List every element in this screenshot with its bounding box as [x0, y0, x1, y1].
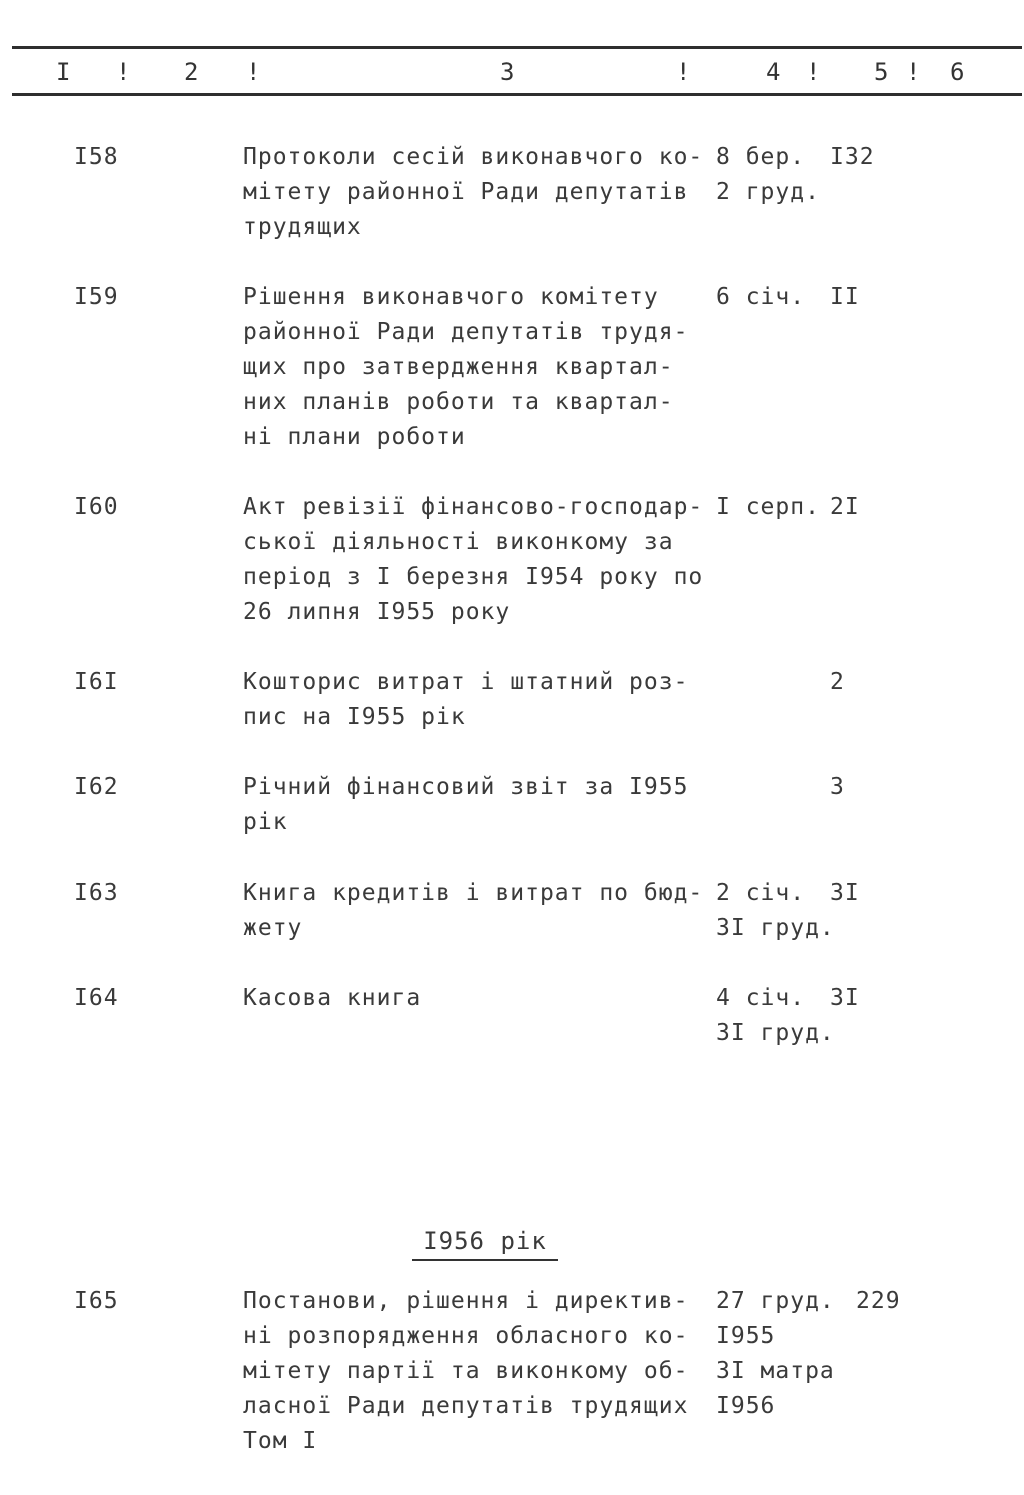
row-title — [243, 490, 703, 630]
row-title — [243, 1284, 703, 1459]
column-separator: ! — [246, 58, 262, 86]
row-dates — [716, 981, 846, 1051]
title-line: пис на I955 рік — [243, 704, 466, 730]
row-title — [243, 665, 703, 735]
column-header-6: 6 — [950, 58, 966, 86]
date-line: 27 груд. — [716, 1288, 835, 1314]
date-line: I955 — [716, 1323, 776, 1349]
title-line: них планів роботи та квартал- — [243, 389, 674, 415]
row-number: I59 — [74, 284, 119, 310]
row-title — [243, 280, 703, 455]
row-sheet-count: I32 — [830, 144, 875, 170]
header-bottom-rule — [12, 93, 1022, 96]
title-line: щих про затвердження квартал- — [243, 354, 674, 380]
title-line: районної Ради депутатів трудя- — [243, 319, 689, 345]
date-line: 6 січ. — [716, 284, 806, 310]
column-separator: ! — [806, 58, 822, 86]
title-line: Касова книга — [243, 985, 422, 1011]
date-line: I серп. — [716, 494, 820, 520]
title-line: Кошторис витрат і штатний роз- — [243, 669, 689, 695]
row-dates — [716, 490, 846, 525]
title-line: 26 липня I955 року — [243, 599, 511, 625]
title-line: ласної Ради депутатів трудящих — [243, 1393, 689, 1419]
row-number: I60 — [74, 494, 119, 520]
date-line: 3I груд. — [716, 915, 835, 941]
column-separator: ! — [116, 58, 132, 86]
row-title — [243, 876, 703, 946]
date-line: I956 — [716, 1393, 776, 1419]
row-number: I65 — [74, 1288, 119, 1314]
row-dates — [716, 876, 846, 946]
title-line: Річний фінансовий звіт за I955 — [243, 774, 689, 800]
title-line: трудящих — [243, 214, 362, 240]
date-line: 3I груд. — [716, 1020, 835, 1046]
title-line: мітету партії та виконкому об- — [243, 1358, 689, 1384]
row-sheet-count: 229 — [856, 1288, 901, 1314]
title-line: Постанови, рішення і директив- — [243, 1288, 689, 1314]
date-line: 4 січ. — [716, 985, 806, 1011]
row-dates — [716, 140, 846, 210]
title-line: ні плани роботи — [243, 424, 466, 450]
title-line: Том I — [243, 1428, 318, 1454]
header-top-rule — [12, 46, 1022, 49]
row-title — [243, 770, 703, 840]
column-header-3: 3 — [500, 58, 516, 86]
row-sheet-count: 3I — [830, 880, 860, 906]
title-line: ської діяльності виконкому за — [243, 529, 674, 555]
column-header-4: 4 — [766, 58, 782, 86]
column-separator: ! — [906, 58, 922, 86]
title-line: Рішення виконавчого комітету — [243, 284, 659, 310]
title-line: Протоколи сесій виконавчого ко- — [243, 144, 704, 170]
row-sheet-count: II — [830, 284, 860, 310]
title-line: мітету районної Ради депутатів — [243, 179, 689, 205]
date-line: 3I матра — [716, 1358, 835, 1384]
title-line: період з I березня I954 року по — [243, 564, 704, 590]
column-header-2: 2 — [184, 58, 200, 86]
row-dates — [716, 1284, 846, 1424]
row-sheet-count: 2I — [830, 494, 860, 520]
row-sheet-count: 2 — [830, 669, 845, 695]
title-line: Акт ревізії фінансово-господар- — [243, 494, 704, 520]
column-separator: ! — [676, 58, 692, 86]
date-line: 2 груд. — [716, 179, 820, 205]
row-number: I62 — [74, 774, 119, 800]
row-sheet-count: 3I — [830, 985, 860, 1011]
column-header-5: 5 — [874, 58, 890, 86]
row-title — [243, 140, 703, 245]
row-number: I63 — [74, 880, 119, 906]
row-number: I58 — [74, 144, 119, 170]
row-sheet-count: 3 — [830, 774, 845, 800]
title-line: Книга кредитів і витрат по бюд- — [243, 880, 704, 906]
date-line: 8 бер. — [716, 144, 806, 170]
row-number: I64 — [74, 985, 119, 1011]
row-number: I6I — [74, 669, 119, 695]
section-heading-year: I956 рік — [412, 1224, 558, 1261]
row-dates — [716, 280, 846, 315]
column-header-1: I — [56, 58, 72, 86]
title-line: рік — [243, 809, 288, 835]
title-line: ні розпорядження обласного ко- — [243, 1323, 689, 1349]
date-line: 2 січ. — [716, 880, 806, 906]
title-line: жету — [243, 915, 303, 941]
row-title — [243, 981, 703, 1016]
